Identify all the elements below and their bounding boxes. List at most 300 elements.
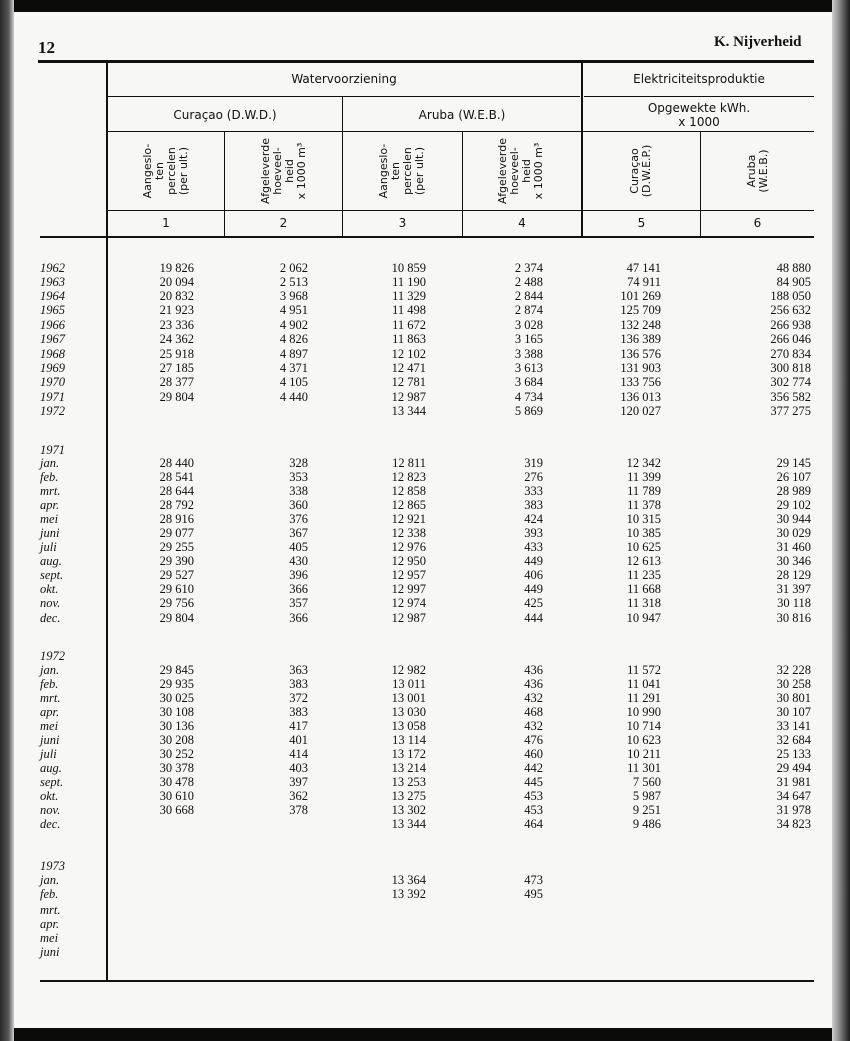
row-label: 1971	[40, 390, 65, 404]
cell-c1: 28 440	[159, 456, 194, 470]
cell-c5: 11 668	[627, 582, 661, 596]
cell-c3: 13 392	[391, 887, 426, 901]
cell-c2: 4 897	[279, 347, 308, 361]
cell-c5: 10 990	[626, 705, 661, 719]
cell-c6: 30 801	[776, 691, 811, 705]
row-label: juni	[40, 526, 60, 540]
row-label: 1971	[40, 443, 65, 457]
cell-c5: 136 576	[620, 347, 661, 361]
row-label: 1969	[40, 361, 65, 375]
book-spine	[0, 0, 14, 1041]
cell-c5: 7 560	[632, 775, 661, 789]
row-label: 1966	[40, 318, 65, 332]
cell-c5: 47 141	[626, 261, 661, 275]
cell-c4: 333	[524, 484, 543, 498]
cell-c4: 433	[524, 540, 543, 554]
cell-c3: 13 302	[391, 803, 426, 817]
cell-c3: 10 859	[391, 261, 426, 275]
cell-c3: 12 338	[391, 526, 426, 540]
cell-c4: 444	[524, 611, 543, 625]
cell-c3: 12 950	[391, 554, 426, 568]
cell-c3: 12 811	[392, 456, 426, 470]
cell-c4: 3 165	[514, 332, 543, 346]
cell-c2: 4 951	[279, 303, 308, 317]
cell-c1: 23 336	[159, 318, 194, 332]
curacao-header: Curaçao (D.W.D.)	[173, 108, 277, 122]
cell-c3: 13 058	[391, 719, 426, 733]
col3-header-l3: percelen	[401, 147, 414, 195]
cell-c6: 266 046	[770, 332, 811, 346]
cell-c6: 188 050	[770, 289, 811, 303]
cell-c4: 425	[524, 596, 543, 610]
row-label: 1972	[40, 404, 65, 418]
cell-c5: 11 318	[627, 596, 661, 610]
cell-c1: 19 826	[159, 261, 194, 275]
cell-c6: 302 774	[770, 375, 811, 389]
cell-c6: 33 141	[776, 719, 811, 733]
cell-c1: 29 935	[159, 677, 194, 691]
cell-c5: 11 399	[627, 470, 661, 484]
page-number: 12	[38, 38, 55, 57]
cell-c2: 383	[289, 705, 308, 719]
col4-header-l2: hoeveel-	[508, 147, 521, 195]
cell-c6: 29 145	[776, 456, 811, 470]
cell-c4: 432	[524, 719, 543, 733]
cell-c1: 29 527	[159, 568, 194, 582]
cell-c5: 11 789	[627, 484, 661, 498]
label-col-rule	[106, 62, 108, 980]
col5-header-l1: Curaçao	[628, 148, 641, 194]
cell-c1: 30 208	[159, 733, 194, 747]
cell-c4: 432	[524, 691, 543, 705]
cell-c4: 3 613	[514, 361, 543, 375]
col6-header-l2: (W.E.B.)	[757, 149, 770, 193]
cell-c2: 4 105	[279, 375, 308, 389]
cell-c2: 405	[289, 540, 308, 554]
col3-header-l1: Aangeslo-	[377, 143, 390, 199]
cell-c1: 29 610	[159, 582, 194, 596]
cell-c1: 29 756	[159, 596, 194, 610]
electricity-header: Elektriciteitsproduktie	[633, 72, 765, 86]
cell-c4: 436	[524, 663, 543, 677]
cell-c4: 449	[524, 582, 543, 596]
cell-c2: 328	[289, 456, 308, 470]
cell-c2: 363	[289, 663, 308, 677]
row-label: aug.	[40, 761, 62, 775]
cell-c4: 3 028	[514, 318, 543, 332]
cell-c3: 12 823	[391, 470, 426, 484]
cell-c6: 32 228	[776, 663, 811, 677]
row-label: apr.	[40, 917, 60, 931]
cell-c5: 136 013	[620, 390, 661, 404]
row-label: juli	[40, 540, 57, 554]
cell-c2: 2 513	[279, 275, 308, 289]
col4-header	[483, 133, 559, 209]
row-label: 1972	[40, 649, 65, 663]
cell-c3: 12 102	[391, 347, 426, 361]
cell-c6: 32 684	[776, 733, 811, 747]
cell-c2: 376	[289, 512, 308, 526]
cell-c1: 30 478	[159, 775, 194, 789]
cell-c6: 300 818	[770, 361, 811, 375]
row-label: mei	[40, 719, 59, 733]
cell-c3: 12 865	[391, 498, 426, 512]
cell-c6: 25 133	[776, 747, 811, 761]
page-edge	[832, 0, 850, 1041]
curacao-aruba-rule	[342, 96, 343, 236]
col5-number: 5	[637, 216, 646, 230]
row-label: feb.	[40, 887, 59, 901]
cell-c6: 30 258	[776, 677, 811, 691]
cell-c3: 13 030	[391, 705, 426, 719]
cell-c5: 10 623	[626, 733, 661, 747]
cell-c5: 11 041	[627, 677, 661, 691]
col6-header-l1: Aruba	[745, 154, 758, 188]
cell-c3: 13 172	[391, 747, 426, 761]
col1-header-l1: Aangeslo-	[141, 143, 154, 199]
cell-c6: 28 129	[776, 568, 811, 582]
row-label: mrt.	[40, 691, 61, 705]
row-label: 1965	[40, 303, 65, 317]
col1-header-l4: (per ult.)	[177, 146, 190, 196]
col5-header-l2: (D.W.E.P.)	[640, 144, 653, 198]
cell-c2: 383	[289, 677, 308, 691]
cell-c2: 430	[289, 554, 308, 568]
cell-c1: 30 668	[159, 803, 194, 817]
cell-c2: 366	[289, 611, 308, 625]
cell-c3: 12 976	[391, 540, 426, 554]
cell-c4: 495	[524, 887, 543, 901]
cell-c6: 256 632	[770, 303, 811, 317]
cell-c2: 417	[289, 719, 308, 733]
row-label: feb.	[40, 470, 59, 484]
row-label: dec.	[40, 817, 61, 831]
cell-c5: 74 911	[627, 275, 661, 289]
cell-c3: 13 214	[391, 761, 426, 775]
cell-c6: 48 880	[776, 261, 811, 275]
cell-c2: 2 062	[279, 261, 308, 275]
cell-c4: 393	[524, 526, 543, 540]
cell-c1: 21 923	[159, 303, 194, 317]
cell-c3: 13 275	[391, 789, 426, 803]
cell-c6: 31 978	[776, 803, 811, 817]
cell-c4: 276	[524, 470, 543, 484]
cell-c3: 12 921	[391, 512, 426, 526]
cell-c3: 12 858	[391, 484, 426, 498]
cell-c5: 9 251	[632, 803, 661, 817]
generated-header-line2: x 1000	[678, 115, 720, 129]
row-label: nov.	[40, 803, 61, 817]
cell-c6: 29 102	[776, 498, 811, 512]
cell-c2: 362	[289, 789, 308, 803]
cell-c4: 2 844	[514, 289, 543, 303]
cell-c6: 34 823	[776, 817, 811, 831]
cell-c4: 3 684	[514, 375, 543, 389]
cell-c5: 132 248	[620, 318, 661, 332]
cell-c1: 30 136	[159, 719, 194, 733]
row-label: 1962	[40, 261, 65, 275]
cell-c6: 28 989	[776, 484, 811, 498]
col2-header-l4: x 1000 m³	[295, 142, 308, 200]
col4-header-l1: Afgeleverde	[496, 138, 509, 204]
cell-c3: 13 253	[391, 775, 426, 789]
cell-c4: 3 388	[514, 347, 543, 361]
cell-c3: 12 987	[391, 390, 426, 404]
cell-c1: 30 108	[159, 705, 194, 719]
cell-c4: 453	[524, 803, 543, 817]
cell-c6: 266 938	[770, 318, 811, 332]
col-number-rule	[108, 210, 814, 211]
bottom-rule	[40, 980, 814, 982]
col2-header-l1: Afgeleverde	[259, 138, 272, 204]
row-label: 1970	[40, 375, 65, 389]
cell-c4: 468	[524, 705, 543, 719]
cell-c6: 30 107	[776, 705, 811, 719]
elec-sub-rule	[584, 96, 814, 97]
col4-header-l3: heid	[520, 159, 533, 183]
cell-c6: 356 582	[770, 390, 811, 404]
cell-c5: 12 613	[626, 554, 661, 568]
cell-c3: 13 114	[392, 733, 426, 747]
water-sub-rule	[108, 96, 580, 97]
cell-c2: 357	[289, 596, 308, 610]
cell-c3: 13 001	[391, 691, 426, 705]
top-rule	[38, 60, 814, 63]
aruba-header: Aruba (W.E.B.)	[418, 108, 506, 122]
cell-c5: 131 903	[620, 361, 661, 375]
cell-c6: 30 816	[776, 611, 811, 625]
cell-c5: 11 301	[627, 761, 661, 775]
cell-c1: 29 804	[159, 611, 194, 625]
cell-c1: 27 185	[159, 361, 194, 375]
col1-header	[128, 133, 204, 209]
cell-c4: 445	[524, 775, 543, 789]
cell-c6: 31 397	[776, 582, 811, 596]
cell-c2: 353	[289, 470, 308, 484]
cell-c5: 10 714	[626, 719, 661, 733]
cell-c3: 11 498	[392, 303, 426, 317]
cell-c5: 10 315	[626, 512, 661, 526]
cell-c2: 3 968	[279, 289, 308, 303]
water-header: Watervoorziening	[291, 72, 397, 86]
cell-c4: 5 869	[514, 404, 543, 418]
cell-c4: 383	[524, 498, 543, 512]
col2-header-l3: heid	[283, 159, 296, 183]
cell-c5: 12 342	[626, 456, 661, 470]
cell-c1: 30 252	[159, 747, 194, 761]
cell-c4: 4 734	[514, 390, 543, 404]
cell-c3: 11 329	[392, 289, 426, 303]
cell-c4: 460	[524, 747, 543, 761]
cell-c6: 30 944	[776, 512, 811, 526]
cell-c5: 5 987	[632, 789, 661, 803]
cell-c4: 2 488	[514, 275, 543, 289]
cell-c2: 403	[289, 761, 308, 775]
row-label: juni	[40, 733, 60, 747]
row-label: jan.	[40, 663, 60, 677]
cell-c6: 377 275	[770, 404, 811, 418]
cell-c2: 4 371	[279, 361, 308, 375]
cell-c1: 29 390	[159, 554, 194, 568]
cell-c3: 12 982	[391, 663, 426, 677]
col1-header-l2: ten	[153, 161, 166, 181]
cell-c6: 270 834	[770, 347, 811, 361]
cell-c2: 4 440	[279, 390, 308, 404]
col2-header-l2: hoeveel-	[271, 147, 284, 195]
row-label: juli	[40, 747, 57, 761]
row-label: jan.	[40, 456, 60, 470]
cell-c1: 29 077	[159, 526, 194, 540]
cell-c1: 28 541	[159, 470, 194, 484]
cell-c2: 366	[289, 582, 308, 596]
cell-c3: 12 781	[391, 375, 426, 389]
cell-c3: 13 344	[391, 817, 426, 831]
row-label: apr.	[40, 498, 60, 512]
cell-c5: 120 027	[620, 404, 661, 418]
cell-c5: 9 486	[632, 817, 661, 831]
cell-c1: 28 644	[159, 484, 194, 498]
cell-c3: 11 672	[392, 318, 426, 332]
cell-c5: 11 291	[627, 691, 661, 705]
row-label: nov.	[40, 596, 61, 610]
row-label: juni	[40, 945, 60, 959]
cell-c5: 11 378	[627, 498, 661, 512]
cell-c5: 101 269	[620, 289, 661, 303]
row-label: jan.	[40, 873, 60, 887]
cell-c4: 424	[524, 512, 543, 526]
cell-c1: 20 832	[159, 289, 194, 303]
cell-c2: 401	[289, 733, 308, 747]
col6-number: 6	[753, 216, 762, 230]
col1-number: 1	[162, 216, 170, 230]
cell-c1: 28 916	[159, 512, 194, 526]
col5-header	[603, 133, 679, 209]
cell-c5: 10 211	[627, 747, 661, 761]
cell-c3: 12 974	[391, 596, 426, 610]
cell-c2: 414	[289, 747, 308, 761]
generated-header-line1: Opgewekte kWh.	[647, 101, 751, 115]
cell-c5: 10 947	[626, 611, 661, 625]
row-label: mei	[40, 931, 59, 945]
cell-c4: 476	[524, 733, 543, 747]
cell-c1: 20 094	[159, 275, 194, 289]
cell-c1: 24 362	[159, 332, 194, 346]
cell-c1: 29 845	[159, 663, 194, 677]
col2-header	[246, 133, 322, 209]
cell-c4: 473	[524, 873, 543, 887]
cell-c6: 84 905	[776, 275, 811, 289]
row-label: mrt.	[40, 903, 61, 917]
cell-c6: 31 981	[776, 775, 811, 789]
cell-c1: 28 377	[159, 375, 194, 389]
row-label: 1968	[40, 347, 65, 361]
generated-header	[584, 101, 814, 129]
col6-header	[720, 133, 796, 209]
cell-c4: 464	[524, 817, 543, 831]
row-label: dec.	[40, 611, 61, 625]
row-label: mrt.	[40, 484, 61, 498]
col3-header-l4: (per ult.)	[413, 146, 426, 196]
row-label: 1963	[40, 275, 65, 289]
cell-c2: 378	[289, 803, 308, 817]
cell-c5: 136 389	[620, 332, 661, 346]
col4-number: 4	[518, 216, 526, 230]
cell-c4: 319	[524, 456, 543, 470]
row-label: 1967	[40, 332, 65, 346]
row-label: apr.	[40, 705, 60, 719]
cell-c5: 11 572	[627, 663, 661, 677]
col3-header	[364, 133, 440, 209]
row-label: feb.	[40, 677, 59, 691]
col3-number: 3	[398, 216, 407, 230]
row-label: 1973	[40, 859, 65, 873]
cell-c4: 436	[524, 677, 543, 691]
cell-c6: 30 118	[777, 596, 811, 610]
row-label: okt.	[40, 789, 59, 803]
cell-c3: 13 364	[391, 873, 426, 887]
row-label: okt.	[40, 582, 59, 596]
cell-c2: 4 902	[279, 318, 308, 332]
row-label: 1964	[40, 289, 65, 303]
cell-c1: 30 610	[159, 789, 194, 803]
cell-c3: 13 344	[391, 404, 426, 418]
col4-header-l4: x 1000 m³	[532, 142, 545, 200]
cell-c3: 12 987	[391, 611, 426, 625]
cell-c5: 11 235	[627, 568, 661, 582]
cell-c4: 453	[524, 789, 543, 803]
cell-c1: 28 792	[159, 498, 194, 512]
row-label: mei	[40, 512, 59, 526]
row-label: aug.	[40, 554, 62, 568]
cell-c6: 30 029	[776, 526, 811, 540]
cell-c5: 10 385	[626, 526, 661, 540]
chapter-title: K. Nijverheid	[714, 34, 802, 50]
water-elec-rule	[581, 62, 583, 236]
cell-c1: 29 804	[159, 390, 194, 404]
cell-c2: 397	[289, 775, 308, 789]
cell-c1: 29 255	[159, 540, 194, 554]
cell-c2: 4 826	[279, 332, 308, 346]
cell-c3: 11 190	[392, 275, 426, 289]
cell-c2: 396	[289, 568, 308, 582]
cell-c6: 29 494	[776, 761, 811, 775]
cell-c5: 133 756	[620, 375, 661, 389]
cell-c2: 360	[289, 498, 308, 512]
row-label: sept.	[40, 568, 64, 582]
cell-c2: 367	[289, 526, 308, 540]
cell-c3: 12 997	[391, 582, 426, 596]
col2-number: 2	[279, 216, 288, 230]
cell-c3: 12 957	[391, 568, 426, 582]
col-header-rule	[108, 131, 814, 132]
cell-c2: 372	[289, 691, 308, 705]
cell-c4: 406	[524, 568, 543, 582]
cell-c1: 25 918	[159, 347, 194, 361]
header-bottom-rule	[40, 236, 814, 238]
cell-c6: 26 107	[776, 470, 811, 484]
cell-c5: 125 709	[620, 303, 661, 317]
cell-c4: 449	[524, 554, 543, 568]
cell-c4: 2 374	[514, 261, 543, 275]
cell-c3: 13 011	[392, 677, 426, 691]
cell-c4: 2 874	[514, 303, 543, 317]
col1-header-l3: percelen	[165, 147, 178, 195]
cell-c6: 30 346	[776, 554, 811, 568]
cell-c1: 30 025	[159, 691, 194, 705]
col3-header-l2: ten	[389, 161, 402, 181]
row-label: sept.	[40, 775, 64, 789]
cell-c1: 30 378	[159, 761, 194, 775]
